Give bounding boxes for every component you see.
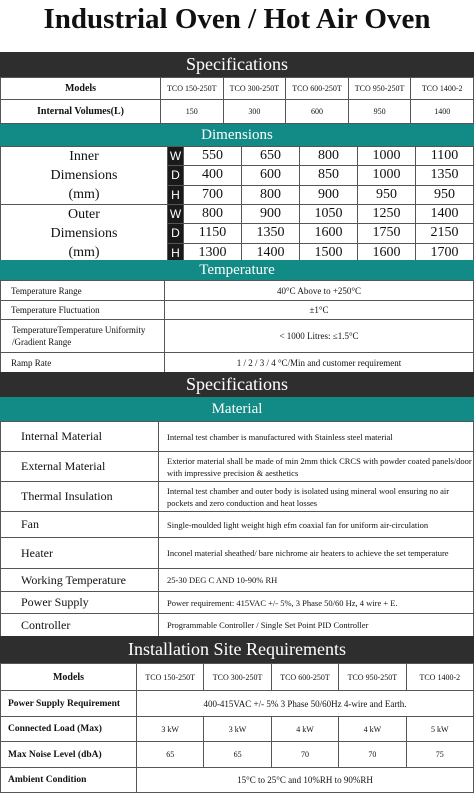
page-title: Industrial Oven / Hot Air Oven [43, 3, 431, 35]
noise-level-label: Max Noise Level (dbA) [1, 742, 137, 768]
material-header: Material [0, 397, 474, 421]
inner-label-line: Dimensions [50, 168, 118, 183]
material-row [1, 452, 474, 482]
dimension-cell: 1250 [358, 205, 416, 224]
install-model-cell: TCO 300-250T [204, 664, 271, 691]
volume-label: Internal Volumes(L) [1, 100, 161, 124]
material-row [1, 422, 474, 452]
material-label: Power Supply [1, 592, 159, 614]
power-supply-value: 400-415VAC +/- 5% 3 Phase 50/60Hz 4-wire and Earth. [137, 691, 474, 717]
outer-label-line: Outer [68, 207, 100, 222]
temperature-value: 1 / 2 / 3 / 4 °C/Min and customer requirement [165, 353, 474, 373]
specifications-header: Specifications [0, 52, 474, 77]
inner-w-row [1, 147, 474, 166]
load-cell: 3 kW [204, 717, 271, 742]
material-value: Internal test chamber is manufactured with Stainless steel material [159, 422, 474, 452]
material-label: Heater [1, 538, 159, 569]
axis-letter: D [168, 166, 184, 185]
noise-cell: 65 [137, 742, 204, 768]
material-label: External Material [1, 452, 159, 482]
ambient-label: Ambient Condition [1, 768, 137, 793]
temperature-table [0, 280, 474, 373]
ambient-value: 15°C to 25°C and 10%RH to 90%RH [137, 768, 474, 793]
dimension-cell: 1300 [184, 243, 242, 262]
dimension-cell: 1000 [358, 147, 416, 166]
model-cell: TCO 1400-2 [411, 78, 474, 100]
install-models-row [1, 664, 474, 691]
material-value: Internal test chamber and outer body is isolated using mineral wool ensuring no air pockets and zero conduction and heat losses [159, 482, 474, 512]
axis-letter: W [168, 205, 184, 224]
ambient-row [1, 768, 474, 793]
noise-cell: 70 [339, 742, 406, 768]
temperature-header: Temperature [0, 260, 474, 280]
material-row [1, 569, 474, 592]
temperature-row [1, 281, 474, 301]
dimension-cell: 800 [300, 147, 358, 166]
dimension-cell: 800 [242, 185, 300, 204]
dimension-cell: 950 [358, 185, 416, 204]
axis-letter: H [168, 243, 184, 262]
volume-cell: 150 [161, 100, 224, 124]
model-cell: TCO 300-250T [223, 78, 286, 100]
material-row [1, 512, 474, 538]
material-value: Single-moulded light weight high efm coaxial fan for uniform air-circulation [159, 512, 474, 538]
dimension-cell: 1050 [300, 205, 358, 224]
inner-label-line: Inner [69, 149, 99, 164]
install-model-cell: TCO 600-250T [271, 664, 338, 691]
dimension-cell: 700 [184, 185, 242, 204]
dimension-cell: 400 [184, 166, 242, 185]
dimension-cell: 900 [242, 205, 300, 224]
dimension-cell: 1500 [300, 243, 358, 262]
material-row [1, 614, 474, 637]
volume-cell: 600 [286, 100, 349, 124]
outer-dimensions-label [1, 205, 168, 263]
dimension-cell: 850 [300, 166, 358, 185]
dimension-cell: 1100 [416, 147, 474, 166]
dimension-cell: 950 [416, 185, 474, 204]
temperature-row [1, 320, 474, 353]
outer-w-row [1, 205, 474, 224]
material-row [1, 482, 474, 512]
outer-label-line: Dimensions [50, 226, 118, 241]
material-value: Inconel material sheathed/ bare nichrome air heaters to achieve the set temperature [159, 538, 474, 569]
dimension-cell: 550 [184, 147, 242, 166]
dimension-cell: 1350 [242, 224, 300, 243]
dimension-cell: 1400 [416, 205, 474, 224]
model-cell: TCO 950-250T [348, 78, 411, 100]
dimension-cell: 650 [242, 147, 300, 166]
model-cell: TCO 150-250T [161, 78, 224, 100]
models-label: Models [1, 78, 161, 100]
material-label: Internal Material [1, 422, 159, 452]
install-models-label: Models [1, 664, 137, 691]
installation-table [0, 663, 474, 793]
connected-load-row [1, 717, 474, 742]
temperature-row [1, 353, 474, 373]
noise-cell: 75 [406, 742, 473, 768]
power-supply-label: Power Supply Requirement [1, 691, 137, 717]
material-label: Fan [1, 512, 159, 538]
dimension-cell: 1400 [242, 243, 300, 262]
temperature-label: Ramp Rate [1, 353, 165, 373]
material-value: Programmable Controller / Single Set Point PID Controller [159, 614, 474, 637]
material-value: Power requirement: 415VAC +/- 5%, 3 Phase 50/60 Hz, 4 wire + E. [159, 592, 474, 614]
dimension-cell: 1150 [184, 224, 242, 243]
temperature-row [1, 301, 474, 320]
volume-row [1, 100, 474, 124]
load-cell: 3 kW [137, 717, 204, 742]
temperature-label: Temperature Range [1, 281, 165, 301]
specifications-table [0, 77, 474, 124]
load-cell: 5 kW [406, 717, 473, 742]
volume-cell: 1400 [411, 100, 474, 124]
dimension-cell: 1000 [358, 166, 416, 185]
noise-level-row [1, 742, 474, 768]
dimension-cell: 2150 [416, 224, 474, 243]
install-model-cell: TCO 1400-2 [406, 664, 473, 691]
dimension-cell: 1700 [416, 243, 474, 262]
dimension-cell: 900 [300, 185, 358, 204]
load-cell: 4 kW [271, 717, 338, 742]
noise-cell: 65 [204, 742, 271, 768]
material-row [1, 538, 474, 569]
axis-letter: H [168, 185, 184, 204]
material-row [1, 592, 474, 614]
material-label: Thermal Insulation [1, 482, 159, 512]
volume-cell: 300 [223, 100, 286, 124]
model-cell: TCO 600-250T [286, 78, 349, 100]
outer-label-line: (mm) [68, 245, 100, 260]
installation-header: Installation Site Requirements [0, 636, 474, 663]
temperature-value: 40°C Above to +250°C [165, 281, 474, 301]
material-value: Exterior material shall be made of min 2mm thick CRCS with powder coated panels/door with impressive precision & aesthetics [159, 452, 474, 482]
volume-cell: 950 [348, 100, 411, 124]
material-label: Controller [1, 614, 159, 637]
temperature-value: ±1°C [165, 301, 474, 320]
install-model-cell: TCO 950-250T [339, 664, 406, 691]
material-label: Working Temperature [1, 569, 159, 592]
dimensions-header: Dimensions [0, 124, 474, 146]
noise-cell: 70 [271, 742, 338, 768]
dimension-cell: 1600 [300, 224, 358, 243]
material-table [0, 421, 474, 637]
dimension-cell: 1750 [358, 224, 416, 243]
models-row [1, 78, 474, 100]
temperature-label: Temperature Fluctuation [1, 301, 165, 320]
inner-dimensions-label [1, 147, 168, 205]
temperature-value: < 1000 Litres: ≤1.5°C [165, 320, 474, 353]
specifications-header-2: Specifications [0, 372, 474, 397]
dimension-cell: 800 [184, 205, 242, 224]
power-supply-row [1, 691, 474, 717]
material-value: 25-30 DEG C AND 10-90% RH [159, 569, 474, 592]
dimension-cell: 1350 [416, 166, 474, 185]
dimensions-table [0, 146, 474, 263]
load-cell: 4 kW [339, 717, 406, 742]
temperature-label: TemperatureTemperature Uniformity /Gradient Range [1, 320, 165, 353]
axis-letter: W [168, 147, 184, 166]
connected-load-label: Connected Load (Max) [1, 717, 137, 742]
inner-label-line: (mm) [68, 187, 100, 202]
axis-letter: D [168, 224, 184, 243]
install-model-cell: TCO 150-250T [137, 664, 204, 691]
dimension-cell: 1600 [358, 243, 416, 262]
dimension-cell: 600 [242, 166, 300, 185]
